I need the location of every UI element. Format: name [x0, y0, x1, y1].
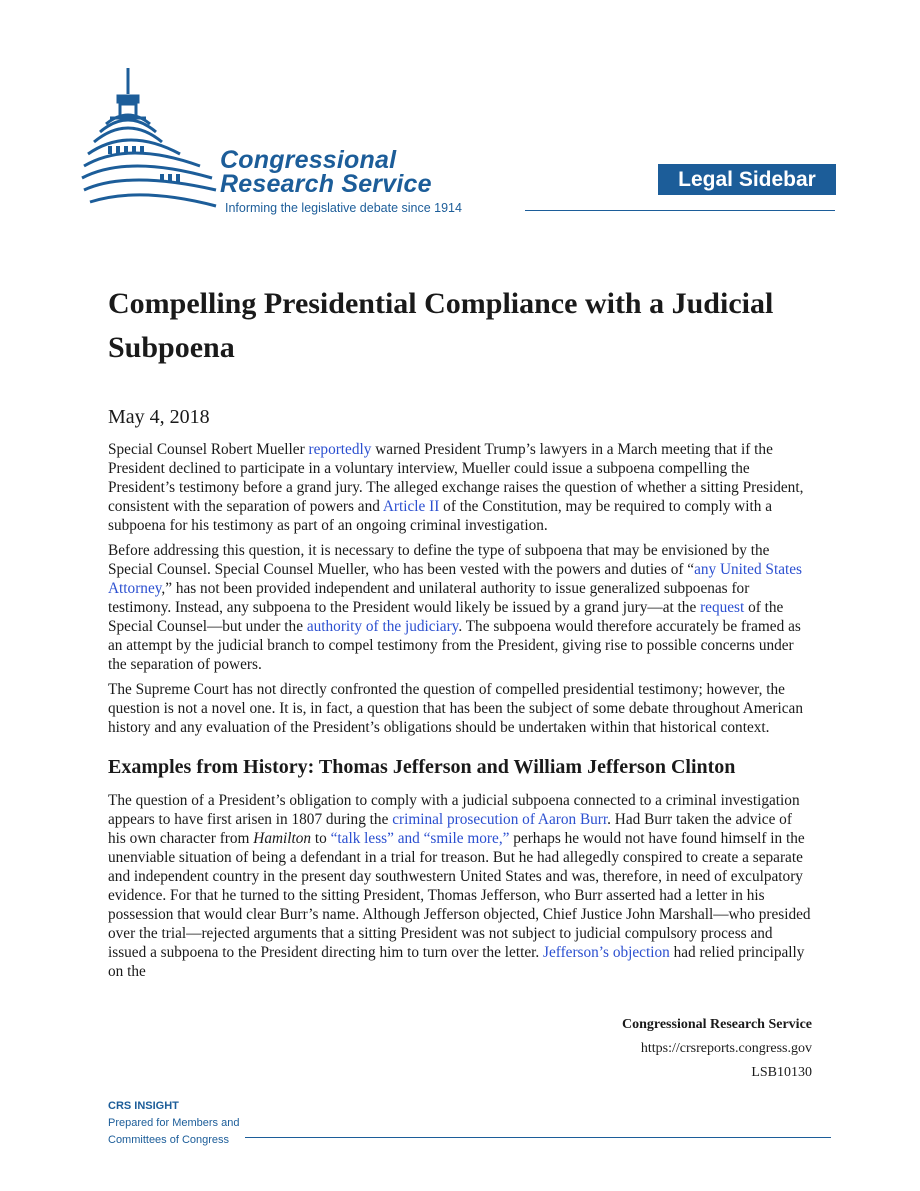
- report-code: LSB10130: [751, 1065, 812, 1080]
- text: The question of a President’s obligation to comply with a judicial subpoena connected to a criminal investigation appears to have first arisen in 1807 during the: [108, 792, 800, 828]
- link-request[interactable]: request: [700, 599, 745, 616]
- tagline: Informing the legislative debate since 1914: [225, 201, 462, 215]
- insight-head: CRS INSIGHT: [108, 1100, 179, 1112]
- emphasis-hamilton: Hamilton: [253, 830, 312, 847]
- text: warned President Trump’s lawyers in a March meeting that if the President declined to participate in a voluntary interview, Mueller could issue a subpoena compelling the President’s testimony before a grand jury. The alleged exchange raises the question of whether a sitting President, consistent with the separation of powers and: [108, 441, 804, 515]
- footer-org: Congressional Research Service: [621, 1017, 812, 1032]
- text: . Had Burr taken the advice of his own character from: [108, 811, 792, 847]
- link-us-attorney[interactable]: any United States Attorney: [108, 561, 802, 597]
- link-reportedly[interactable]: reportedly: [308, 441, 372, 458]
- text: ,” has not been provided independent and unilateral authority to issue generalized subpoenas for testimony. Instead, any subpoena to the President would likely be issued by a grand jury—at the: [108, 580, 750, 616]
- insight-line1: Prepared for Members and: [108, 1117, 240, 1129]
- text: of the Special Counsel—but under the: [108, 599, 784, 635]
- footer-url[interactable]: https://crsreports.congress.gov: [640, 1041, 812, 1056]
- text: Special Counsel Robert Mueller: [108, 441, 309, 458]
- paragraph-4: [108, 791, 812, 981]
- text: Before addressing this question, it is necessary to define the type of subpoena that may be envisioned by the Special Counsel. Special Counsel Mueller, who has been vested with the powers and duties of “: [108, 542, 770, 578]
- org-name-line1: Congressional: [220, 146, 397, 174]
- publication-date: May 4, 2018: [108, 406, 210, 428]
- insight-line2: Committees of Congress: [108, 1134, 230, 1146]
- capitol-dome-icon: [80, 66, 220, 216]
- link-talk-less[interactable]: “talk less” and “smile more,”: [330, 830, 510, 847]
- link-jefferson-objection[interactable]: Jefferson’s objection: [543, 944, 670, 961]
- text: had relied principally on the: [108, 944, 805, 980]
- paragraph-3: The Supreme Court has not directly confronted the question of compelled presidential testimony; however, the question is not a novel one. It is, in fact, a question that has been the subject of some debate throughout American history and any evaluation of the President’s obligations should be undertaken within that historical context.: [108, 681, 803, 736]
- text: perhaps he would not have found himself in the unenviable situation of being a defendant in a trial for treason. But he had allegedly conspired to create a separate and independent country in the present day southwestern United States and was, therefore, in need of exculpatory evidence. For that he turned to the sitting President, Thomas Jefferson, who Burr asserted had a letter in his possession that would clear Burr’s name. Although Jefferson objected, Chief Justice John Marshall—who presided over the trial—rejected arguments that a sitting President was not subject to judicial compulsory process and issued a subpoena to the President directing him to turn over the letter.: [108, 830, 811, 961]
- page-title: Compelling Presidential Compliance with a Judicial Subpoena: [108, 287, 774, 364]
- paragraph-1: [108, 440, 812, 535]
- text: . The subpoena would therefore accurately be framed as an attempt by the judicial branch to compel testimony from the President, giving rise to possible concerns under the separation of powers.: [108, 618, 801, 673]
- footer-rule: [245, 1137, 831, 1138]
- article-body: [108, 440, 812, 987]
- text: of the Constitution, may be required to comply with a subpoena for his testimony as part of an ongoing criminal investigation.: [108, 498, 772, 534]
- paragraph-2: [108, 541, 812, 674]
- link-authority-judiciary[interactable]: authority of the judiciary: [306, 618, 459, 635]
- org-name-line2: Research Service: [220, 170, 432, 198]
- header-rule: [525, 210, 835, 211]
- link-article-ii[interactable]: Article II: [382, 498, 440, 515]
- section-heading: Examples from History: Thomas Jefferson and William Jefferson Clinton: [108, 756, 736, 778]
- link-burr-prosecution[interactable]: criminal prosecution of Aaron Burr: [392, 811, 608, 828]
- text: to: [311, 830, 331, 847]
- legal-sidebar-badge: Legal Sidebar: [658, 164, 836, 195]
- footer-info: [622, 1013, 812, 1085]
- crs-logo: [80, 66, 500, 216]
- crs-insight-label: [108, 1098, 239, 1149]
